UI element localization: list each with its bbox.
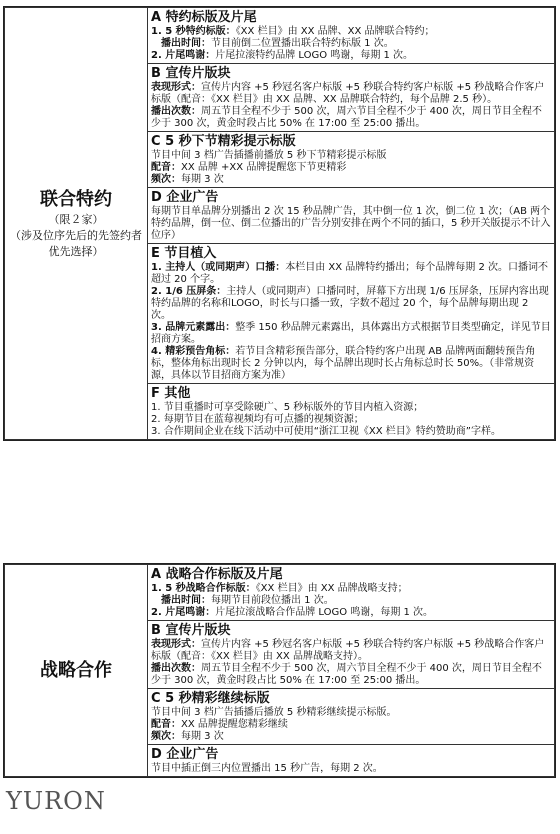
resource-line-label: 1. 5 秒战略合作标版： — [151, 583, 256, 594]
resource-line-text: 《XX 栏目》由 XX 品牌、XX 品牌联合特约； — [235, 26, 435, 37]
resource-line-text: 节目前倒二位置播出联合特约标版 1 次。 — [211, 38, 394, 49]
strategic-partner-category-cell — [5, 565, 148, 777]
resource-letter: B — [151, 66, 161, 81]
category-title: 联合特约 — [40, 188, 112, 210]
resource-line — [151, 639, 551, 663]
resource-line-text: 1. 节目重播时可享受除硬广、5 秒标版外的节目内植入资源； — [151, 402, 424, 413]
resource-heading-text: 企业广告 — [166, 747, 219, 762]
resource-line — [151, 346, 551, 382]
resource-heading — [151, 567, 551, 583]
table-row — [5, 565, 555, 621]
resource-line — [151, 707, 551, 719]
resource-letter: D — [151, 747, 162, 762]
resource-cell — [148, 745, 555, 777]
resource-cell — [148, 8, 555, 64]
resource-letter: C — [151, 691, 161, 706]
resource-line-label: 1. 主持人（或同期声）口播： — [151, 262, 286, 273]
resource-heading-text: 战略合作标版及片尾 — [165, 567, 283, 582]
resource-heading — [151, 246, 551, 262]
resource-line-text: 主持人（或同期声）口播同时，屏幕下方出现 1/6 压屏条，压屏内容出现特约品牌的名称和LOGO，时长与口播一致，字数不超过 20 个，每个品牌每期出现 2 次。 — [151, 286, 549, 321]
resource-heading — [151, 66, 551, 82]
resource-heading-text: 特约标版及片尾 — [165, 10, 257, 25]
resource-heading — [151, 386, 551, 402]
resource-line-text: XX 品牌提醒您精彩继续 — [181, 719, 288, 730]
resource-heading-text: 宣传片版块 — [165, 623, 231, 638]
resource-heading-text: 企业广告 — [166, 190, 219, 205]
resource-letter: C — [151, 134, 161, 149]
resource-cell — [148, 244, 555, 384]
resource-line — [151, 162, 551, 174]
joint-sponsor-grid — [4, 7, 555, 440]
category-note: （涉及位序先后的先签约者优先选择） — [10, 228, 142, 258]
resource-line-label: 播出次数： — [151, 106, 201, 117]
category-title: 战略合作 — [40, 659, 112, 681]
resource-line-label: 频次： — [151, 174, 181, 185]
resource-line-text: 周五节目全程不少于 500 次，周六节目全程不少于 400 次，周日节目全程不少于 300 次，黄金时段占比 50% 在 17:00 至 25:00 播出。 — [151, 663, 542, 686]
resource-cell — [148, 188, 555, 244]
resource-letter: D — [151, 190, 162, 205]
resource-line-label: 频次： — [151, 731, 181, 742]
resource-line-text: XX 品牌 +XX 品牌提醒您下节更精彩 — [181, 162, 347, 173]
resource-line — [151, 286, 551, 322]
resource-line-text: 本栏目由 XX 品牌特约播出；每个品牌每期 2 次。口播词不超过 20 个字。 — [151, 262, 549, 285]
resource-line — [151, 322, 551, 346]
resource-line — [151, 262, 551, 286]
resource-letter: B — [151, 623, 161, 638]
resource-line — [151, 50, 551, 62]
watermark: YURON — [6, 787, 106, 815]
resource-letter: F — [151, 386, 160, 401]
resource-line-label: 2. 片尾鸣谢： — [151, 607, 216, 618]
resource-cell — [148, 621, 555, 689]
resource-line — [151, 607, 551, 619]
strategic-partner-table — [3, 563, 556, 778]
resource-line-label: 4. 精彩预告角标： — [151, 346, 236, 357]
resource-heading-text: 5 秒下节精彩提示标版 — [165, 134, 296, 149]
resource-line-text: 节目中插正倒三内位置播出 15 秒广告，每期 2 次。 — [151, 763, 383, 774]
resource-cell — [148, 689, 555, 745]
resource-line-text: 整季 150 秒品牌元素露出，具体露出方式根据节目类型确定，详见节目招商方案。 — [151, 322, 551, 345]
resource-letter: E — [151, 246, 160, 261]
resource-line-label: 播出次数： — [151, 663, 201, 674]
resource-line-text: 每期节目单品牌分别播出 2 次 15 秒品牌广告，其中倒一位 1 次，倒二位 1 次；（AB 两个特约品牌，倒一位、倒二位播出的广告分别安排在两个不同的插口，5 秒开关版提示不计入位序） — [151, 206, 551, 241]
resource-line — [151, 583, 551, 595]
resource-line-label: 2. 片尾鸣谢： — [151, 50, 216, 61]
resource-line-label: 3. 品牌元素露出： — [151, 322, 236, 333]
resource-heading — [151, 134, 551, 150]
resource-line-label: 播出时间： — [151, 595, 211, 606]
resource-line-text: 3. 合作期间企业在线下活动中可使用“浙江卫视《XX 栏目》特约赞助商”字样。 — [151, 426, 501, 437]
resource-cell — [148, 64, 555, 132]
resource-heading-text: 节目植入 — [164, 246, 217, 261]
resource-letter: A — [151, 10, 162, 25]
joint-sponsor-table — [3, 6, 556, 441]
resource-heading-text: 宣传片版块 — [165, 66, 231, 81]
resource-line — [151, 719, 551, 731]
resource-line — [151, 595, 551, 607]
resource-line — [151, 82, 551, 106]
resource-line-text: 每期 3 次 — [181, 731, 224, 742]
resource-line-label: 播出时间： — [151, 38, 211, 49]
resource-line-text: 片尾拉滚特约品牌 LOGO 鸣谢，每期 1 次。 — [215, 50, 414, 61]
resource-line-text: 若节目含精彩预告部分，联合特约客户出现 AB 品牌两面翻转预告角标，整体角标出现时长 2 分钟以内，每个品牌出现时长占角标总时长 50%。（非常规资源，具体以节目招商方案为准） — [151, 346, 536, 381]
resource-line — [151, 150, 551, 162]
resource-line-text: 节目中间 3 档广告插播前播放 5 秒下节精彩提示标版 — [151, 150, 387, 161]
resource-line-text: 宣传片内容 +5 秒冠名客户标版 +5 秒联合特约客户标版 +5 秒战略合作客户标版（配音：《XX 栏目》由 XX 品牌战略支持）。 — [151, 639, 545, 662]
resource-cell — [148, 384, 555, 440]
strategic-partner-grid — [4, 564, 555, 777]
resource-heading — [151, 691, 551, 707]
category-limit: （限２家） — [48, 212, 104, 226]
resource-line — [151, 26, 551, 38]
resource-line-label: 2. 1/6 压屏条： — [151, 286, 227, 297]
resource-line — [151, 763, 551, 775]
resource-line-text: 每期节目前段位播出 1 次。 — [211, 595, 334, 606]
resource-line — [151, 663, 551, 687]
resource-line-label: 配音： — [151, 162, 181, 173]
resource-line-label: 表现形式： — [151, 82, 201, 93]
resource-heading — [151, 10, 551, 26]
resource-heading — [151, 623, 551, 639]
resource-line-label: 1. 5 秒特约标版： — [151, 26, 236, 37]
resource-line-text: 每期 3 次 — [181, 174, 224, 185]
resource-line — [151, 731, 551, 743]
resource-line — [151, 38, 551, 50]
resource-line-label: 配音： — [151, 719, 181, 730]
joint-sponsor-category-cell — [5, 8, 148, 440]
resource-line — [151, 426, 551, 438]
resource-heading-text: 其他 — [164, 386, 191, 401]
resource-line-text: 2. 每期节目在蓝莓视频均有可点播的视频资源； — [151, 414, 364, 425]
resource-heading — [151, 747, 551, 763]
resource-heading — [151, 190, 551, 206]
resource-line — [151, 106, 551, 130]
resource-line-label: 表现形式： — [151, 639, 201, 650]
resource-line — [151, 174, 551, 186]
resource-line-text: 宣传片内容 +5 秒冠名客户标版 +5 秒联合特约客户标版 +5 秒战略合作客户标版（配音：《XX 栏目》由 XX 品牌、XX 品牌联合特约，每个品牌 2.5 秒）。 — [151, 82, 545, 105]
resource-line-text: 《XX 栏目》由 XX 品牌战略支持； — [255, 583, 408, 594]
table-row — [5, 8, 555, 64]
resource-line — [151, 414, 551, 426]
resource-line — [151, 402, 551, 414]
resource-line — [151, 206, 551, 242]
resource-letter: A — [151, 567, 162, 582]
resource-cell — [148, 132, 555, 188]
resource-line-text: 周五节目全程不少于 500 次，周六节目全程不少于 400 次，周日节目全程不少于 300 次，黄金时段占比 50% 在 17:00 至 25:00 播出。 — [151, 106, 542, 129]
resource-cell — [148, 565, 555, 621]
resource-line-text: 节目中间 3 档广告插播后播放 5 秒精彩继续提示标版。 — [151, 707, 397, 718]
resource-line-text: 片尾拉滚战略合作品牌 LOGO 鸣谢，每期 1 次。 — [215, 607, 434, 618]
resource-heading-text: 5 秒精彩继续标版 — [165, 691, 270, 706]
